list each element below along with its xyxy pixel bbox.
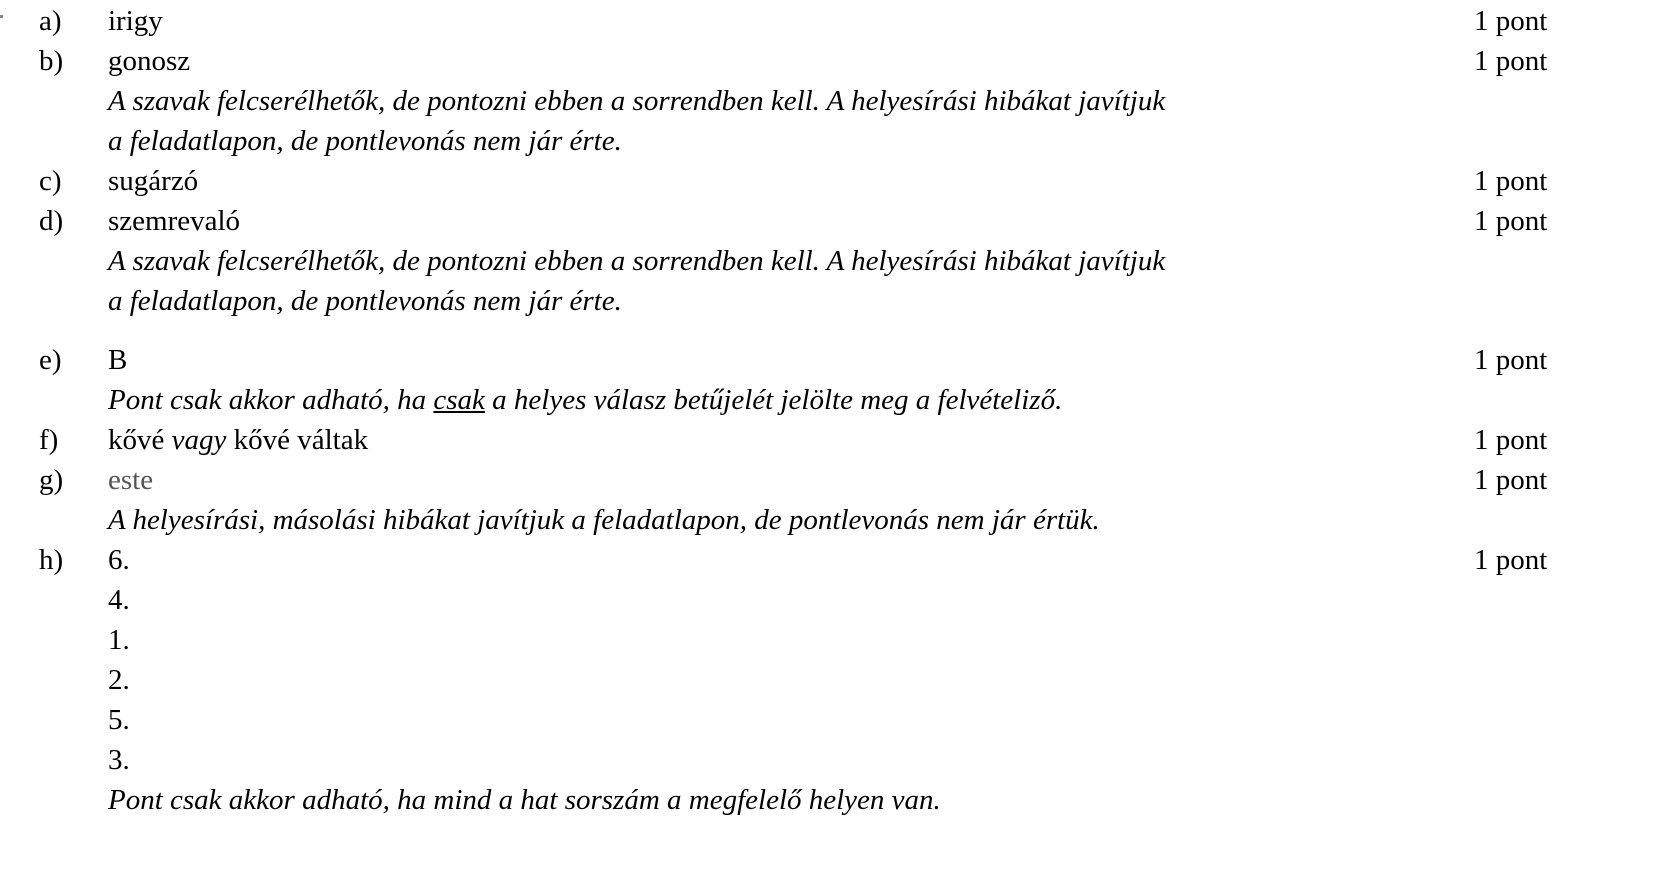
note-ab-line1: A szavak felcserélhetők, de pontozni ebben a sorrendben kell. A helyesírási hibákat javítjuk <box>108 85 1166 117</box>
item-points: 1 pont <box>1474 544 1548 576</box>
item-answer: 6. <box>108 544 130 576</box>
note-cd-line1: A szavak felcserélhetők, de pontozni ebben a sorrendben kell. A helyesírási hibákat javítjuk <box>108 245 1166 277</box>
note-e-underlined: csak <box>433 384 485 416</box>
item-e-row <box>0 340 1656 380</box>
note-ab-line2: a feladatlapon, de pontlevonás nem jár érte. <box>108 125 622 157</box>
item-label: g) <box>39 464 64 496</box>
item-b-row <box>0 41 1656 81</box>
item-label: h) <box>39 544 64 576</box>
item-points: 1 pont <box>1474 464 1548 496</box>
answer-part1: kővé <box>108 424 165 456</box>
note-e-before: Pont csak akkor adható, ha <box>108 384 434 416</box>
item-answer: sugárzó <box>108 165 199 197</box>
item-label: d) <box>39 205 64 237</box>
item-points: 1 pont <box>1474 5 1548 37</box>
item-label: a) <box>39 5 62 37</box>
item-label: c) <box>39 165 62 197</box>
note-e <box>108 380 1062 420</box>
item-points: 1 pont <box>1474 205 1548 237</box>
item-points: 1 pont <box>1474 344 1548 376</box>
item-a-row <box>0 1 1656 41</box>
note-cd-line2: a feladatlapon, de pontlevonás nem jár érte. <box>108 285 622 317</box>
item-answer: irigy <box>108 5 163 37</box>
item-answer: este <box>108 464 154 496</box>
item-points: 1 pont <box>1474 45 1548 77</box>
item-d-row <box>0 201 1656 241</box>
item-f-row <box>0 420 1656 460</box>
answer-italic: vagy <box>171 424 227 456</box>
item-answer <box>108 420 368 460</box>
item-label: b) <box>39 45 64 77</box>
item-g-row <box>0 460 1656 500</box>
note-h: Pont csak akkor adható, ha mind a hat sorszám a megfelelő helyen van. <box>108 784 941 816</box>
item-answer: B <box>108 344 128 376</box>
item-answer: szemrevaló <box>108 205 241 237</box>
note-e-after: a helyes válasz betűjelét jelölte meg a felvételiző. <box>484 384 1063 416</box>
item-points: 1 pont <box>1474 424 1548 456</box>
note-g: A helyesírási, másolási hibákat javítjuk a feladatlapon, de pontlevonás nem jár értük. <box>108 504 1100 536</box>
item-points: 1 pont <box>1474 165 1548 197</box>
item-label: e) <box>39 344 62 376</box>
order-number-text: 3. <box>108 744 130 776</box>
order-number-text: 2. <box>108 664 130 696</box>
margin-mark <box>0 15 3 18</box>
order-number-text: 1. <box>108 624 130 656</box>
item-label: f) <box>39 424 59 456</box>
order-number-text: 5. <box>108 704 130 736</box>
order-number-text: 4. <box>108 584 130 616</box>
item-answer: gonosz <box>108 45 191 77</box>
item-h-row <box>0 540 1656 580</box>
answer-part2: kővé váltak <box>233 424 369 456</box>
item-c-row <box>0 161 1656 201</box>
